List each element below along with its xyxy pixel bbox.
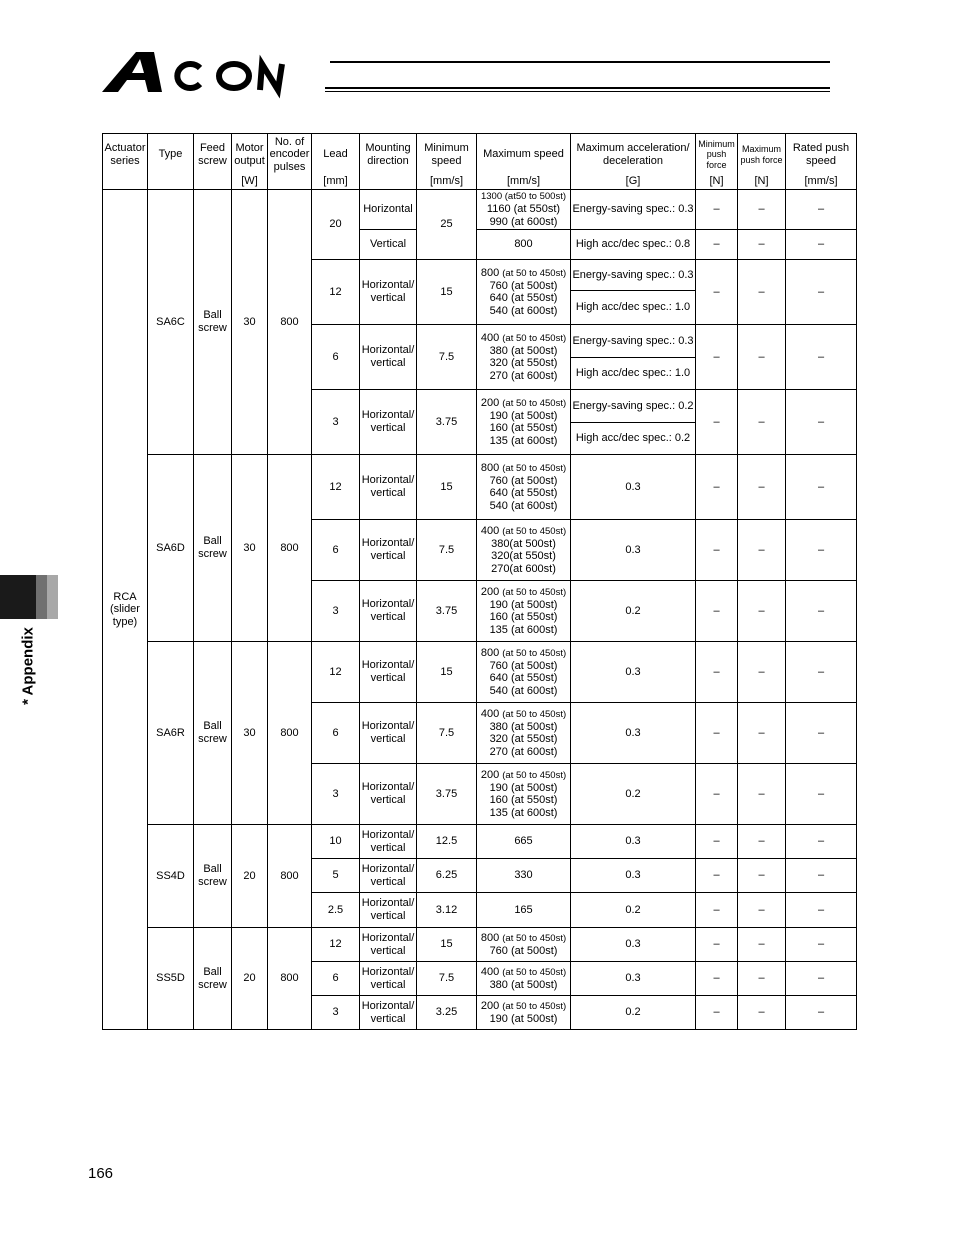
col-header-motor-output: Motor output [W] — [232, 134, 268, 190]
min-push-cell: – — [696, 893, 738, 928]
encoder-pulses-cell: 800 — [268, 928, 312, 1030]
max-push-cell: – — [738, 325, 786, 390]
lead-cell: 12 — [312, 928, 360, 962]
min-push-cell: – — [696, 455, 738, 520]
encoder-pulses-cell: 800 — [268, 190, 312, 455]
max-push-cell: – — [738, 703, 786, 764]
header-row — [103, 134, 857, 190]
type-cell: SA6C — [148, 190, 194, 455]
lead-cell: 10 — [312, 825, 360, 859]
min-push-cell: – — [696, 325, 738, 390]
lead-cell: 3 — [312, 996, 360, 1030]
min-speed-cell: 15 — [417, 455, 477, 520]
max-push-cell: – — [738, 520, 786, 581]
min-push-cell: – — [696, 859, 738, 893]
acceleration-cell: 0.3 — [571, 825, 696, 859]
acon-logo — [100, 48, 340, 100]
max-speed-cell: 800 (at 50 to 450st) 760 (at 500st) 640 (at 550st) 540 (at 600st) — [477, 455, 571, 520]
type-cell: SA6R — [148, 642, 194, 825]
min-push-cell: – — [696, 928, 738, 962]
side-tab-light-block — [47, 575, 58, 619]
mounting-cell: Horizontal/ vertical — [360, 390, 417, 455]
max-speed-cell: 400 (at 50 to 450st) 380 (at 500st) 320 (at 550st) 270 (at 600st) — [477, 703, 571, 764]
type-cell: SS5D — [148, 928, 194, 1030]
max-push-cell: – — [738, 455, 786, 520]
min-speed-cell: 3.75 — [417, 581, 477, 642]
col-header-rated-push-speed: Rated push speed [mm/s] — [786, 134, 857, 190]
rated-push-cell: – — [786, 962, 857, 996]
min-push-cell: – — [696, 390, 738, 455]
mounting-cell: Horizontal/ vertical — [360, 642, 417, 703]
encoder-pulses-cell: 800 — [268, 455, 312, 642]
acon-logo-mark — [100, 48, 340, 100]
side-tab-label: * Appendix — [19, 627, 37, 705]
max-speed-cell: 1300 (at50 to 500st) 1160 (at 550st) 990 (at 600st) — [477, 190, 571, 230]
unit-label: [mm] — [323, 175, 348, 188]
table-row — [103, 825, 857, 859]
max-push-cell: – — [738, 893, 786, 928]
acceleration-cell: High acc/dec spec.: 1.0 — [571, 358, 696, 390]
min-push-cell: – — [696, 581, 738, 642]
min-speed-cell: 3.75 — [417, 390, 477, 455]
motor-output-cell: 20 — [232, 825, 268, 928]
mounting-cell: Horizontal/ vertical — [360, 581, 417, 642]
max-speed-cell: 400 (at 50 to 450st) 380 (at 500st) — [477, 962, 571, 996]
acceleration-cell: 0.2 — [571, 996, 696, 1030]
min-push-cell: – — [696, 962, 738, 996]
header-rule-bottom-thin — [325, 91, 830, 92]
rated-push-cell: – — [786, 825, 857, 859]
header-rule-bottom — [325, 87, 830, 89]
unit-label: [W] — [241, 175, 258, 188]
min-push-cell: – — [696, 190, 738, 230]
lead-cell: 6 — [312, 520, 360, 581]
min-speed-cell: 3.75 — [417, 764, 477, 825]
max-speed-cell: 200 (at 50 to 450st) 190 (at 500st) — [477, 996, 571, 1030]
min-push-cell: – — [696, 230, 738, 260]
rated-push-cell: – — [786, 996, 857, 1030]
col-header-actuator-series: Actuator series — [103, 134, 148, 190]
acceleration-cell: 0.3 — [571, 962, 696, 996]
min-push-cell: – — [696, 996, 738, 1030]
acceleration-cell: High acc/dec spec.: 1.0 — [571, 291, 696, 325]
specification-table — [102, 133, 857, 1030]
motor-output-cell: 30 — [232, 190, 268, 455]
min-speed-cell: 7.5 — [417, 962, 477, 996]
mounting-cell: Horizontal — [360, 190, 417, 230]
max-push-cell: – — [738, 260, 786, 325]
min-speed-cell: 3.12 — [417, 893, 477, 928]
mounting-cell: Horizontal/ vertical — [360, 455, 417, 520]
mounting-cell: Horizontal/ vertical — [360, 260, 417, 325]
acceleration-cell: 0.2 — [571, 893, 696, 928]
max-push-cell: – — [738, 928, 786, 962]
min-speed-cell: 25 — [417, 190, 477, 260]
max-speed-cell: 400 (at 50 to 450st) 380(at 500st) 320(at 550st) 270(at 600st) — [477, 520, 571, 581]
acceleration-cell: Energy-saving spec.: 0.3 — [571, 325, 696, 358]
lead-cell: 6 — [312, 962, 360, 996]
acceleration-cell: 0.3 — [571, 642, 696, 703]
table-row — [103, 642, 857, 703]
max-push-cell: – — [738, 390, 786, 455]
page-number: 166 — [88, 1165, 114, 1182]
acceleration-cell: 0.3 — [571, 859, 696, 893]
type-cell: SA6D — [148, 455, 194, 642]
mounting-cell: Horizontal/ vertical — [360, 825, 417, 859]
acceleration-cell: Energy-saving spec.: 0.3 — [571, 190, 696, 230]
series-cell: RCA (slider type) — [103, 190, 148, 1030]
lead-cell: 3 — [312, 581, 360, 642]
max-speed-cell: 165 — [477, 893, 571, 928]
encoder-pulses-cell: 800 — [268, 642, 312, 825]
max-push-cell: – — [738, 581, 786, 642]
lead-cell: 3 — [312, 764, 360, 825]
lead-cell: 12 — [312, 642, 360, 703]
mounting-cell: Horizontal/ vertical — [360, 703, 417, 764]
rated-push-cell: – — [786, 190, 857, 230]
col-header-min-push-force: Minimum push force [N] — [696, 134, 738, 190]
acceleration-cell: 0.3 — [571, 928, 696, 962]
motor-output-cell: 20 — [232, 928, 268, 1030]
max-push-cell: – — [738, 825, 786, 859]
table-row — [103, 928, 857, 962]
min-push-cell: – — [696, 260, 738, 325]
col-header-feed-screw: Feed screw — [194, 134, 232, 190]
max-push-cell: – — [738, 230, 786, 260]
col-header-encoder-pulses: No. of encoder pulses — [268, 134, 312, 190]
col-header-maximum-speed: Maximum speed [mm/s] — [477, 134, 571, 190]
max-speed-cell: 800 (at 50 to 450st) 760 (at 500st) 640 (at 550st) 540 (at 600st) — [477, 260, 571, 325]
rated-push-cell: – — [786, 764, 857, 825]
lead-cell: 12 — [312, 455, 360, 520]
lead-cell: 6 — [312, 703, 360, 764]
min-push-cell: – — [696, 825, 738, 859]
max-speed-cell: 665 — [477, 825, 571, 859]
mounting-cell: Horizontal/ vertical — [360, 325, 417, 390]
rated-push-cell: – — [786, 390, 857, 455]
unit-label: [mm/s] — [430, 175, 463, 188]
col-header-mounting-direction: Mounting direction — [360, 134, 417, 190]
table-row — [103, 190, 857, 230]
min-push-cell: – — [696, 703, 738, 764]
rated-push-cell: – — [786, 642, 857, 703]
min-speed-cell: 7.5 — [417, 325, 477, 390]
mounting-cell: Horizontal/ vertical — [360, 996, 417, 1030]
encoder-pulses-cell: 800 — [268, 825, 312, 928]
rated-push-cell: – — [786, 230, 857, 260]
unit-label: [mm/s] — [507, 175, 540, 188]
unit-label: [N] — [709, 175, 724, 188]
motor-output-cell: 30 — [232, 455, 268, 642]
acceleration-cell: 0.2 — [571, 581, 696, 642]
min-push-cell: – — [696, 764, 738, 825]
mounting-cell: Horizontal/ vertical — [360, 520, 417, 581]
mounting-cell: Vertical — [360, 230, 417, 260]
max-speed-cell: 400 (at 50 to 450st) 380 (at 500st) 320 (at 550st) 270 (at 600st) — [477, 325, 571, 390]
max-speed-cell: 800 (at 50 to 450st) 760 (at 500st) 640 (at 550st) 540 (at 600st) — [477, 642, 571, 703]
max-push-cell: – — [738, 190, 786, 230]
min-push-cell: – — [696, 520, 738, 581]
acceleration-cell: 0.3 — [571, 520, 696, 581]
feed-screw-cell: Ball screw — [194, 642, 232, 825]
max-push-cell: – — [738, 996, 786, 1030]
unit-label: [mm/s] — [804, 175, 838, 188]
rated-push-cell: – — [786, 520, 857, 581]
min-speed-cell: 7.5 — [417, 703, 477, 764]
side-tab-mid-block — [36, 575, 47, 619]
acceleration-cell: 0.2 — [571, 764, 696, 825]
min-push-cell: – — [696, 642, 738, 703]
max-push-cell: – — [738, 764, 786, 825]
table-row — [103, 455, 857, 520]
feed-screw-cell: Ball screw — [194, 825, 232, 928]
acceleration-cell: 0.3 — [571, 703, 696, 764]
lead-cell: 6 — [312, 325, 360, 390]
rated-push-cell: – — [786, 859, 857, 893]
lead-cell: 12 — [312, 260, 360, 325]
max-push-cell: – — [738, 859, 786, 893]
mounting-cell: Horizontal/ vertical — [360, 928, 417, 962]
mounting-cell: Horizontal/ vertical — [360, 859, 417, 893]
rated-push-cell: – — [786, 260, 857, 325]
max-speed-cell: 200 (at 50 to 450st) 190 (at 500st) 160 (at 550st) 135 (at 600st) — [477, 764, 571, 825]
mounting-cell: Horizontal/ vertical — [360, 764, 417, 825]
max-speed-cell: 800 — [477, 230, 571, 260]
col-header-minimum-speed: Minimum speed [mm/s] — [417, 134, 477, 190]
header-rule-top — [330, 61, 830, 63]
max-speed-cell: 200 (at 50 to 450st) 190 (at 500st) 160 (at 550st) 135 (at 600st) — [477, 581, 571, 642]
col-header-lead: Lead [mm] — [312, 134, 360, 190]
feed-screw-cell: Ball screw — [194, 455, 232, 642]
acceleration-cell: High acc/dec spec.: 0.8 — [571, 230, 696, 260]
lead-cell: 5 — [312, 859, 360, 893]
acceleration-cell: Energy-saving spec.: 0.2 — [571, 390, 696, 423]
max-push-cell: – — [738, 642, 786, 703]
acceleration-cell: High acc/dec spec.: 0.2 — [571, 423, 696, 455]
min-speed-cell: 15 — [417, 260, 477, 325]
col-header-type: Type — [148, 134, 194, 190]
rated-push-cell: – — [786, 928, 857, 962]
min-speed-cell: 7.5 — [417, 520, 477, 581]
lead-cell: 20 — [312, 190, 360, 260]
max-speed-cell: 200 (at 50 to 450st) 190 (at 500st) 160 (at 550st) 135 (at 600st) — [477, 390, 571, 455]
min-speed-cell: 3.25 — [417, 996, 477, 1030]
min-speed-cell: 12.5 — [417, 825, 477, 859]
lead-cell: 3 — [312, 390, 360, 455]
feed-screw-cell: Ball screw — [194, 928, 232, 1030]
rated-push-cell: – — [786, 581, 857, 642]
feed-screw-cell: Ball screw — [194, 190, 232, 455]
mounting-cell: Horizontal/ vertical — [360, 893, 417, 928]
rated-push-cell: – — [786, 703, 857, 764]
motor-output-cell: 30 — [232, 642, 268, 825]
min-speed-cell: 6.25 — [417, 859, 477, 893]
lead-cell: 2.5 — [312, 893, 360, 928]
acceleration-cell: 0.3 — [571, 455, 696, 520]
col-header-max-acceleration: Maximum acceleration/ deceleration [G] — [571, 134, 696, 190]
min-speed-cell: 15 — [417, 928, 477, 962]
type-cell: SS4D — [148, 825, 194, 928]
rated-push-cell: – — [786, 455, 857, 520]
unit-label: [N] — [754, 175, 769, 188]
min-speed-cell: 15 — [417, 642, 477, 703]
rated-push-cell: – — [786, 893, 857, 928]
max-speed-cell: 800 (at 50 to 450st) 760 (at 500st) — [477, 928, 571, 962]
mounting-cell: Horizontal/ vertical — [360, 962, 417, 996]
unit-label: [G] — [625, 175, 641, 188]
max-speed-cell: 330 — [477, 859, 571, 893]
acceleration-cell: Energy-saving spec.: 0.3 — [571, 260, 696, 291]
col-header-max-push-force: Maximum push force [N] — [738, 134, 786, 190]
max-push-cell: – — [738, 962, 786, 996]
rated-push-cell: – — [786, 325, 857, 390]
